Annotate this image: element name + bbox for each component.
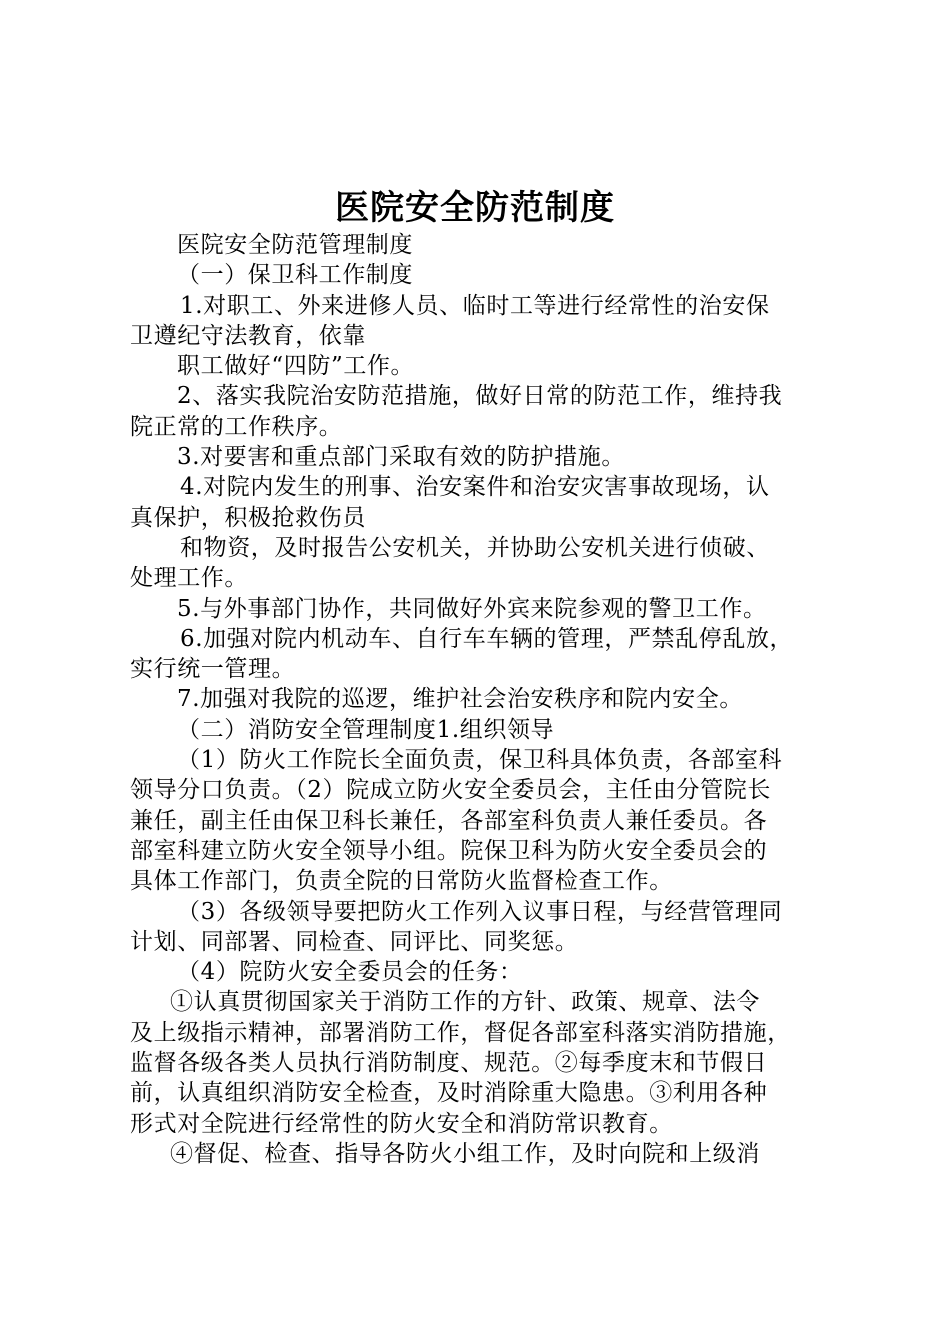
paragraph-line: 6.加强对院内机动车、自行车车辆的管理，严禁乱停乱放， [180, 625, 794, 652]
document-body [130, 230, 836, 1169]
paragraph-line: ①认真贯彻国家关于消防工作的方针、政策、规章、法令 [170, 989, 760, 1016]
paragraph-line: 医院安全防范管理制度 [177, 232, 413, 258]
paragraph-line: （1）防火工作院长全面负责，保卫科具体负责，各部室科 [177, 747, 783, 774]
paragraph-line: 真保护，积极抢救伤员 [130, 504, 366, 531]
paragraph-line: 及上级指示精神，部署消防工作，督促各部室科落实消防措施， [130, 1019, 791, 1046]
paragraph-line: 2、落实我院治安防范措施，做好日常的防范工作，维持我 [177, 383, 783, 410]
paragraph-line: 和物资，及时报告公安机关，并协助公安机关进行侦破、 [180, 534, 770, 561]
paragraph-line: 监督各级各类人员执行消防制度、规范。②每季度末和节假日 [130, 1050, 768, 1077]
paragraph-line: 实行统一管理。 [130, 656, 296, 683]
paragraph-line: （一）保卫科工作制度 [177, 262, 413, 289]
document-title: 医院安全防范制度 [335, 188, 615, 228]
paragraph-line: （4）院防火安全委员会的任务： [177, 959, 523, 986]
paragraph-line: 部室科建立防火安全领导小组。院保卫科为防火安全委员会的 [130, 837, 768, 864]
paragraph-line: 院正常的工作秩序。 [130, 413, 343, 440]
paragraph-line: 前，认真组织消防安全检查，及时消除重大隐患。③利用各种 [130, 1080, 768, 1107]
paragraph-line: （3）各级领导要把防火工作列入议事日程，与经营管理同 [177, 898, 783, 925]
paragraph-line: 卫遵纪守法教育，依靠 [130, 322, 366, 349]
paragraph-line: 形式对全院进行经常性的防火安全和消防常识教育。 [130, 1110, 673, 1137]
paragraph-line: 5.与外事部门协作，共同做好外宾来院参观的警卫工作。 [177, 595, 767, 622]
paragraph-line: 职工做好“四防”工作。 [177, 353, 415, 380]
paragraph-line: （二）消防安全管理制度1.组织领导 [177, 716, 555, 743]
paragraph-line: 3.对要害和重点部门采取有效的防护措施。 [177, 444, 625, 471]
paragraph-line: ④督促、检查、指导各防火小组工作，及时向院和上级消 [170, 1140, 760, 1167]
paragraph-line: 处理工作。 [130, 565, 248, 592]
paragraph-line: 领导分口负责。（2）院成立防火安全委员会，主任由分管院长 [130, 777, 771, 804]
paragraph-line: 1.对职工、外来进修人员、临时工等进行经常性的治安保 [180, 292, 770, 319]
paragraph-line: 具体工作部门，负责全院的日常防火监督检查工作。 [130, 868, 673, 895]
paragraph-line: 兼任，副主任由保卫科长兼任，各部室科负责人兼任委员。各 [130, 807, 768, 834]
paragraph-line: 计划、同部署、同检查、同评比、同奖惩。 [130, 928, 579, 955]
paragraph-line: 4.对院内发生的刑事、治安案件和治安灾害事故现场，认 [180, 474, 770, 501]
paragraph-line: 7.加强对我院的巡逻，维护社会治安秩序和院内安全。 [177, 686, 743, 713]
